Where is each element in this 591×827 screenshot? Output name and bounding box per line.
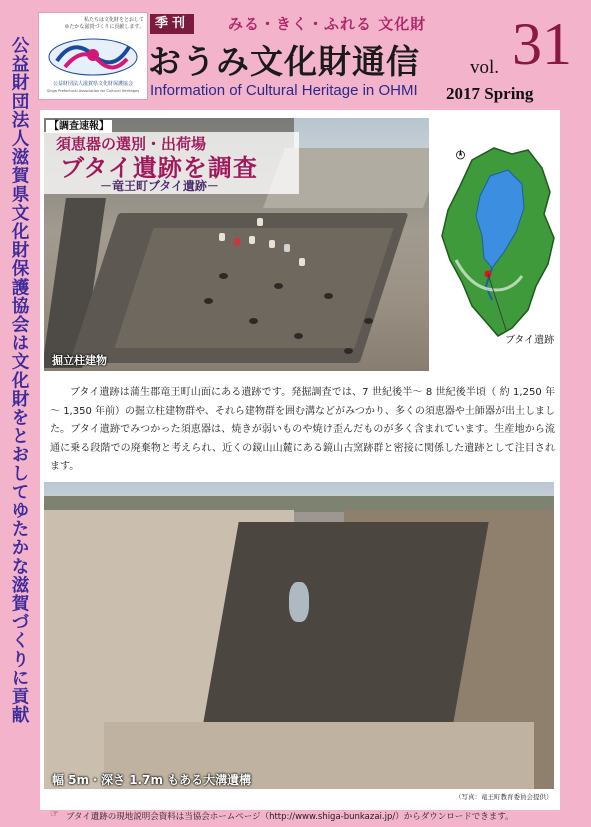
article-tag: 【調査速報】: [46, 120, 112, 133]
logo-mark-icon: [43, 31, 143, 79]
logo-org-name-en: Shiga Prefectural Association for Cultural Heritages: [46, 89, 140, 93]
north-arrow-icon: [456, 148, 465, 162]
issue-season: 2017 Spring: [446, 84, 534, 103]
vertical-slogan: 公益財団法人滋賀県文化財保護協会は文化財をとおしてゆたかな滋賀づくりに貢献: [9, 36, 29, 725]
newsletter-title: おうみ文化財通信: [148, 42, 420, 81]
publisher-logo: [38, 12, 148, 100]
logo-tagline: 私たちは文化財をとおして ゆたかな滋賀づくりに貢献します。: [64, 17, 144, 30]
excavation-photo-bottom: [44, 482, 554, 789]
footer-note: ブタイ遺跡の現地説明会資料は当協会ホームページ（http://www.shiga-bunkazai.jp/）からダウンロードできます。: [66, 812, 514, 822]
newsletter-title-en: Information of Cultural Heritage in OHMI: [150, 82, 418, 99]
headline-title: ブタイ遺跡を調査: [60, 153, 258, 182]
seasonal-label: 季刊: [150, 14, 194, 34]
headline-subtitle: 須恵器の選別・出荷場: [56, 135, 207, 153]
photo-caption-top: 掘立柱建物: [52, 354, 107, 367]
article-body: ブタイ遺跡は蒲生郡竜王町山面にある遺跡です。発掘調査では、7 世紀後半～ 8 世紀後半頃（ 約 1,250 年～ 1,350 年前）の掘立柱建物群や、それら建物群を囲む溝などがみつかり、多くの須恵器や土師器が出土しました。ブタイ遺跡でみつかった須恵器は、焼きが弱いものや焼け歪んだものが多く含まれています。生産地から流通に乗る段階での廃棄物と考えられ、近くの鏡山山麓にある鏡山古窯跡群と密接に関係した遺跡として注目されます。: [50, 387, 555, 472]
headline-site-name: －竜王町ブタイ遺跡－: [100, 179, 219, 193]
issue-number: 31: [512, 11, 572, 77]
motto: みる・きく・ふれる 文化財: [228, 15, 427, 33]
map-site-label: ブタイ遺跡: [505, 335, 555, 346]
shiga-location-map: [432, 140, 560, 360]
photo-credit: （写真：竜王町教育委員会提供）: [455, 793, 553, 801]
photo-caption-bottom: 幅 5m・深さ 1.7m もある大溝遺構: [52, 773, 252, 787]
pointing-hand-icon: ☞: [50, 809, 59, 820]
volume-label: vol.: [470, 57, 500, 78]
logo-org-name: 公益財団法人滋賀県文化財保護協会: [52, 81, 133, 87]
